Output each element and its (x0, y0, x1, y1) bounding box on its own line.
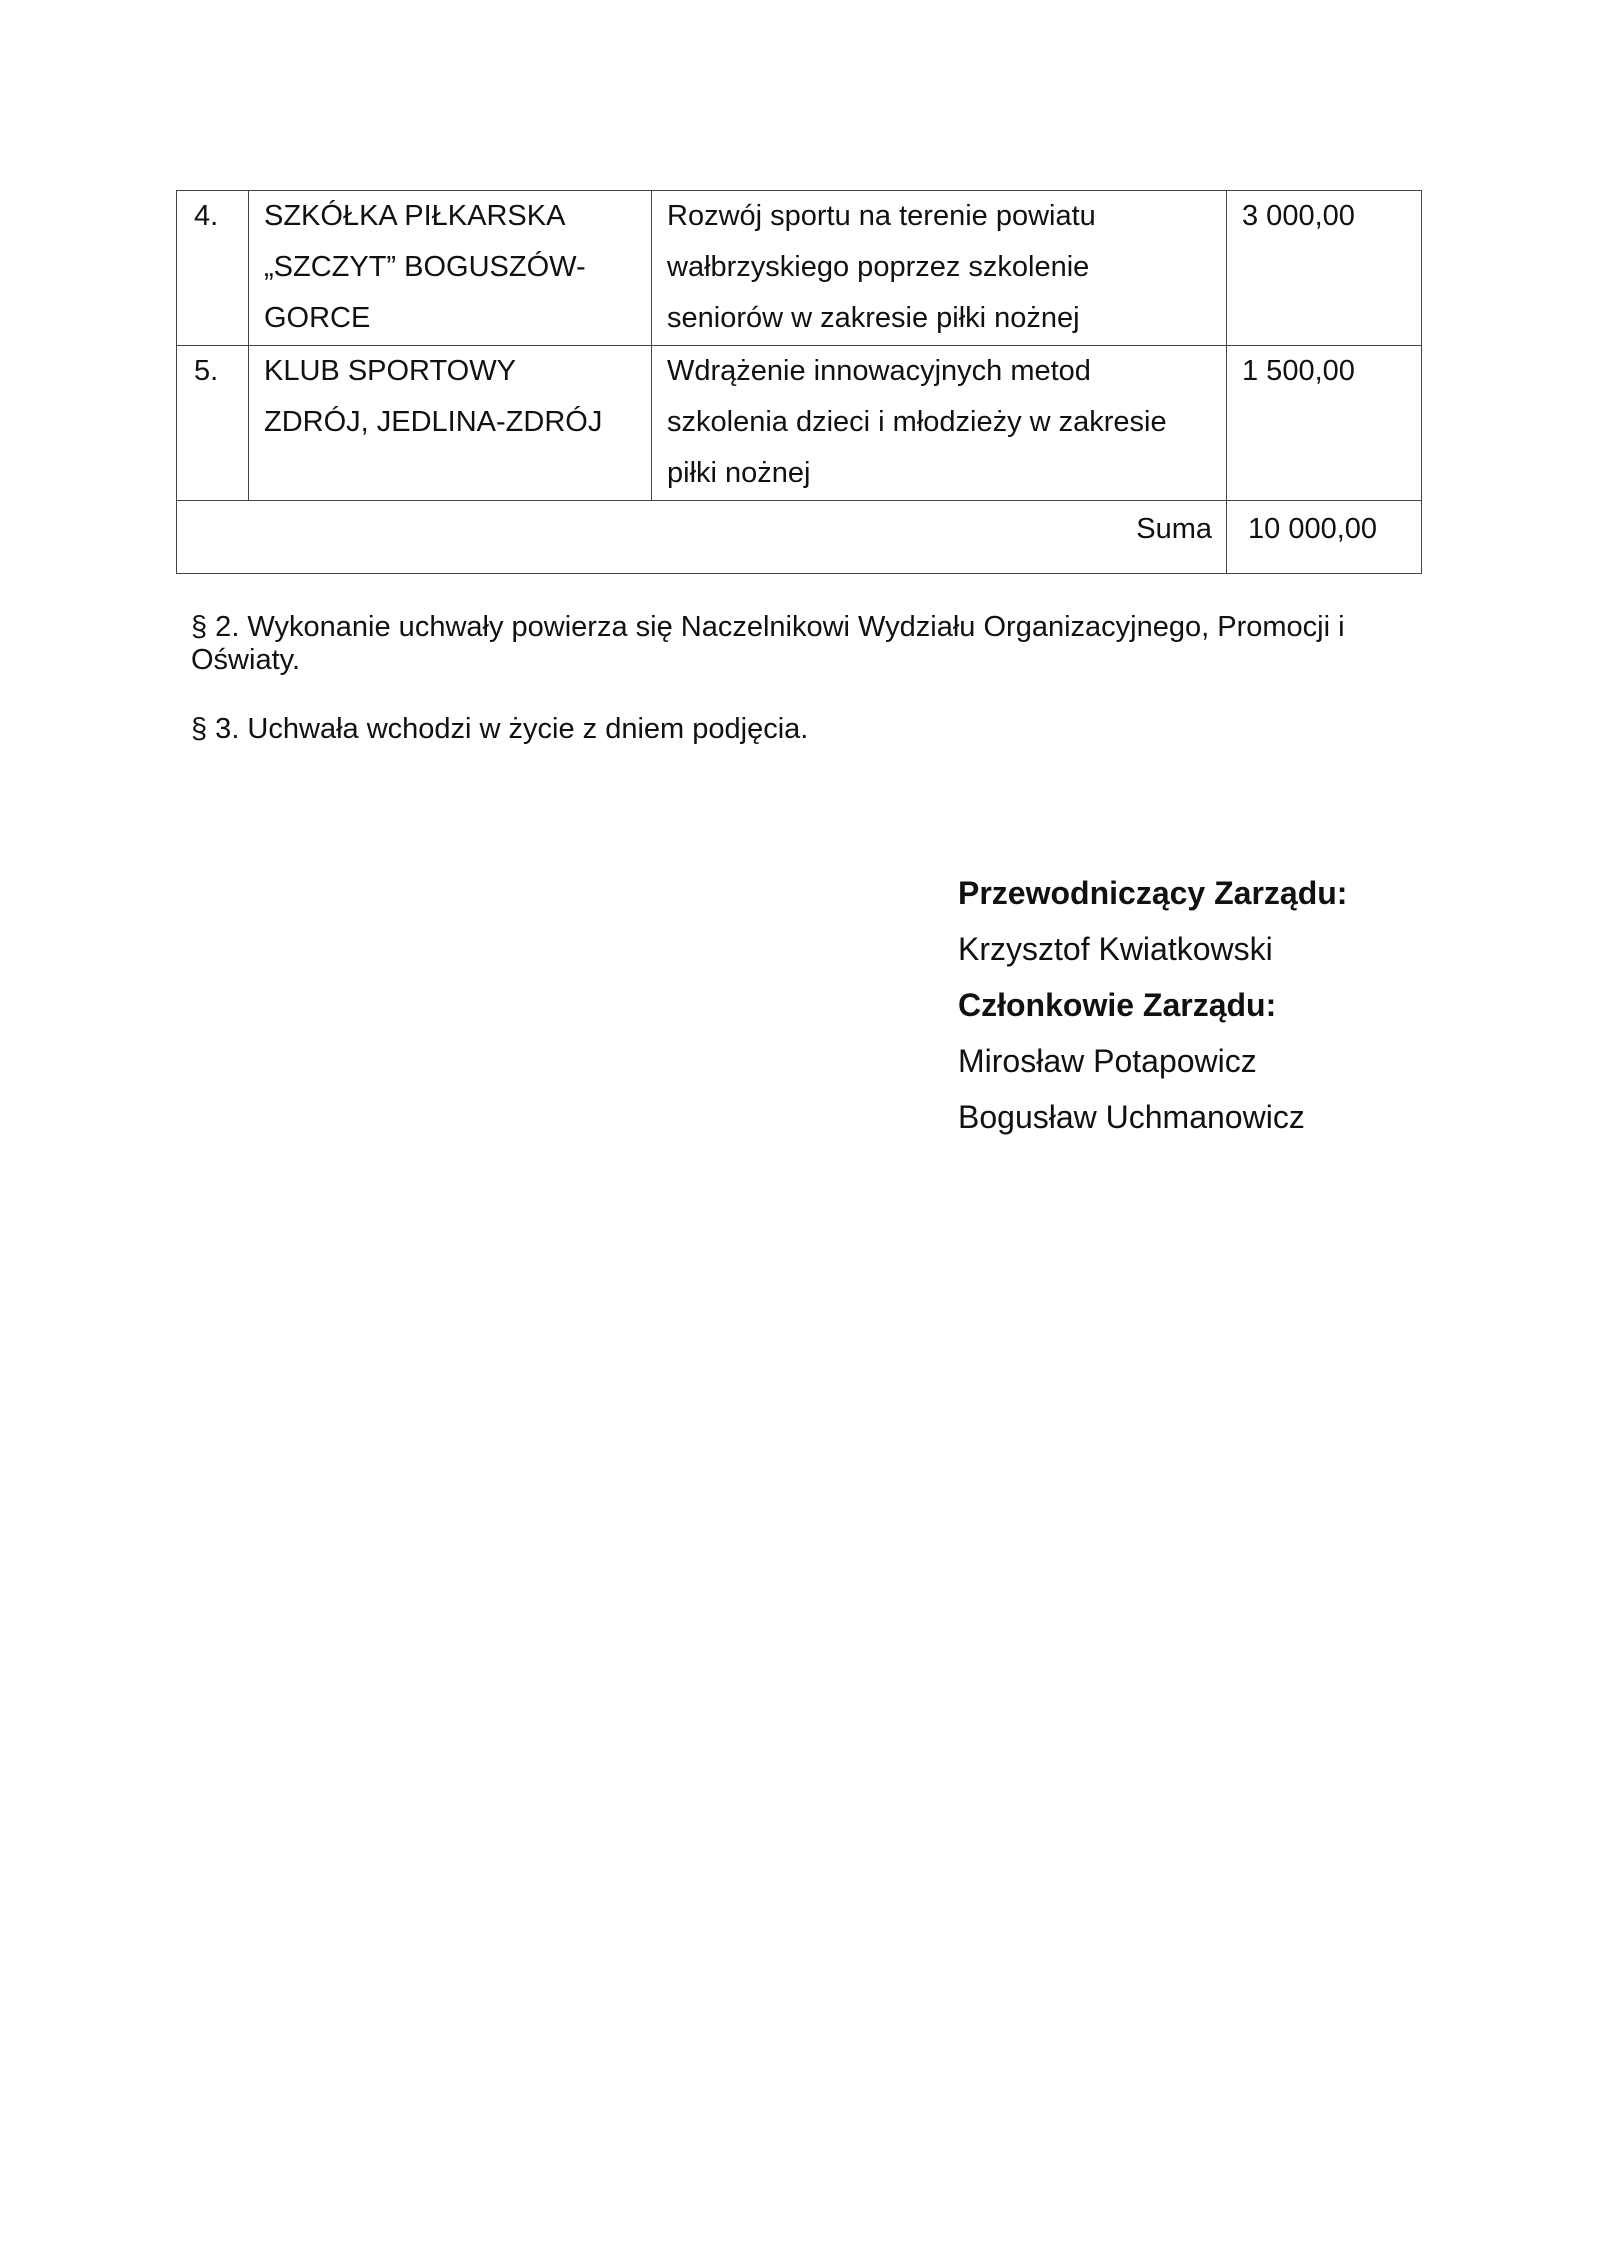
paragraph-2: § 2. Wykonanie uchwały powierza się Naczelnikowi Wydziału Organizacyjnego, Promocji i Oświaty. (191, 611, 1345, 676)
member-name: Bogusław Uchmanowicz (958, 1099, 1305, 1135)
organization-name-line: ZDRÓJ, JEDLINA-ZDRÓJ (264, 406, 603, 438)
organization-name (249, 191, 651, 344)
signature-block (958, 865, 1518, 1145)
chair-title: Przewodniczący Zarządu: (958, 875, 1348, 911)
paragraph-3: § 3. Uchwała wchodzi w życie z dniem podjęcia. (191, 713, 809, 745)
task-description-cell (652, 346, 1227, 501)
organization-name (249, 346, 651, 448)
task-description-line: seniorów w zakresie piłki nożnej (667, 302, 1080, 334)
amount-value: 1 500,00 (1242, 355, 1355, 387)
task-description-line: szkolenia dzieci i młodzieży w zakresie (667, 406, 1167, 438)
task-description (652, 191, 1226, 344)
organization-name-line: SZKÓŁKA PIŁKARSKA (264, 200, 566, 232)
task-description-line: Wdrążenie innowacyjnych metod (667, 355, 1091, 387)
member-name: Mirosław Potapowicz (958, 1043, 1257, 1079)
row-number-cell (177, 346, 249, 501)
sum-value: 10 000,00 (1248, 513, 1378, 545)
table-row (177, 191, 1422, 346)
sum-value-cell (1227, 501, 1422, 574)
sum-label-cell (177, 501, 1227, 574)
task-description (652, 346, 1226, 499)
organization-name-cell (249, 346, 652, 501)
task-description-line: wałbrzyskiego poprzez szkolenie (667, 251, 1090, 283)
organization-name-line: KLUB SPORTOWY (264, 355, 516, 387)
members-title: Członkowie Zarządu: (958, 987, 1277, 1023)
sum-label: Suma (1136, 513, 1212, 545)
row-number: 5. (194, 355, 219, 387)
organization-name-line: GORCE (264, 302, 371, 334)
organization-name-cell (249, 191, 652, 346)
chair-name: Krzysztof Kwiatkowski (958, 931, 1273, 967)
table-sum-row (177, 501, 1422, 574)
table-row (177, 346, 1422, 501)
amount-cell (1227, 191, 1422, 346)
task-description-cell (652, 191, 1227, 346)
grants-table (176, 190, 1422, 574)
amount-value: 3 000,00 (1242, 200, 1355, 232)
amount-cell (1227, 346, 1422, 501)
row-number: 4. (194, 200, 219, 232)
row-number-cell (177, 191, 249, 346)
task-description-line: piłki nożnej (667, 457, 811, 489)
organization-name-line: „SZCZYT” BOGUSZÓW- (264, 251, 586, 283)
task-description-line: Rozwój sportu na terenie powiatu (667, 200, 1096, 232)
